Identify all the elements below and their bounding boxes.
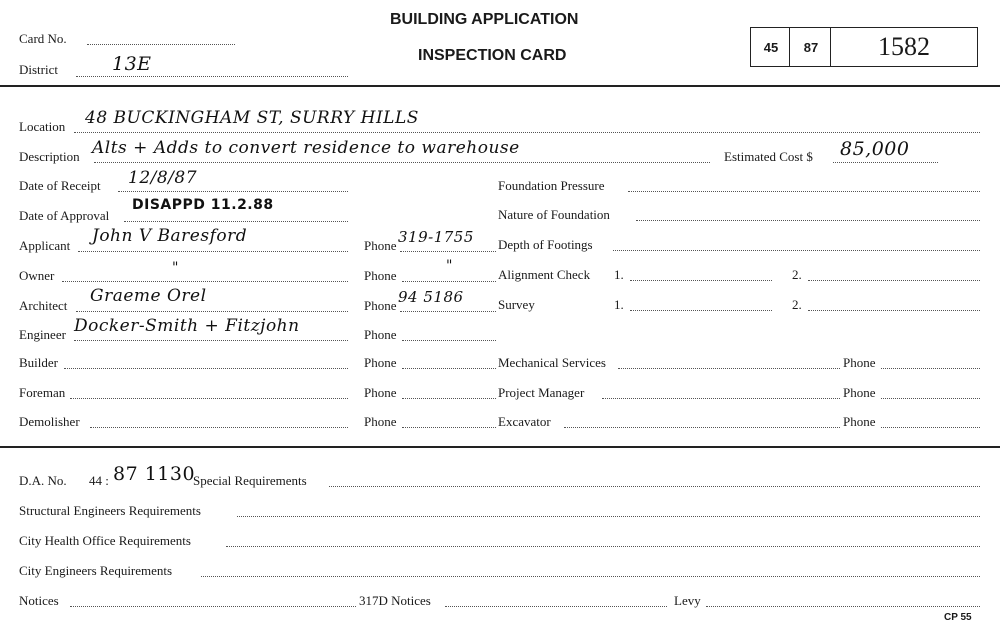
owner-value: " <box>172 260 179 276</box>
architect-phone-field[interactable] <box>400 311 496 312</box>
engineer-phone-field[interactable] <box>402 340 496 341</box>
card-box-1-value: 45 <box>763 39 779 55</box>
project-manager-field[interactable] <box>602 398 840 399</box>
foundation-pressure-label: Foundation Pressure <box>498 178 605 193</box>
alignment-check-label: Alignment Check <box>498 267 591 282</box>
date-of-receipt-label: Date of Receipt <box>19 178 101 193</box>
card-box-3 <box>830 27 978 67</box>
health-office-requirements-field[interactable] <box>226 546 980 547</box>
builder-phone-field[interactable] <box>402 368 496 369</box>
builder-label: Builder <box>19 355 58 370</box>
architect-field[interactable] <box>76 311 348 312</box>
levy-label: Levy <box>674 593 701 608</box>
levy-field[interactable] <box>706 606 980 607</box>
estimated-cost-field[interactable] <box>833 162 938 163</box>
alignment-check-field-1[interactable] <box>630 280 772 281</box>
builder-phone-label: Phone <box>364 355 397 370</box>
card-box-1 <box>750 27 792 67</box>
applicant-phone-label: Phone <box>364 238 397 253</box>
architect-phone-label: Phone <box>364 298 397 313</box>
architect-value: Graeme Orel <box>90 286 207 306</box>
foundation-pressure-field[interactable] <box>628 191 980 192</box>
card-no-label: Card No. <box>19 31 67 46</box>
foreman-phone-label: Phone <box>364 385 397 400</box>
title-line-1: BUILDING APPLICATION <box>390 11 579 28</box>
applicant-field[interactable] <box>78 251 348 252</box>
nature-of-foundation-label: Nature of Foundation <box>498 207 610 222</box>
header-divider <box>0 85 1000 87</box>
date-of-receipt-field[interactable] <box>118 191 348 192</box>
owner-phone-label: Phone <box>364 268 397 283</box>
description-label: Description <box>19 149 80 164</box>
demolisher-phone-label: Phone <box>364 414 397 429</box>
depth-of-footings-field[interactable] <box>613 250 980 251</box>
location-field[interactable] <box>74 132 980 133</box>
city-engineers-requirements-field[interactable] <box>201 576 980 577</box>
notices-field[interactable] <box>70 606 356 607</box>
notices-label: Notices <box>19 593 59 608</box>
foreman-phone-field[interactable] <box>402 398 496 399</box>
depth-of-footings-label: Depth of Footings <box>498 237 593 252</box>
architect-label: Architect <box>19 298 68 313</box>
structural-requirements-field[interactable] <box>237 516 980 517</box>
foreman-field[interactable] <box>70 398 348 399</box>
card-box-2-value: 87 <box>803 39 819 55</box>
foreman-label: Foreman <box>19 385 66 400</box>
estimated-cost-value: 85,000 <box>840 138 910 160</box>
da-no-label: D.A. No. <box>19 473 67 488</box>
applicant-phone-value: 319-1755 <box>398 228 474 246</box>
mechanical-phone-label: Phone <box>843 355 876 370</box>
survey-num-2: 2. <box>792 297 802 312</box>
section-divider <box>0 446 1000 448</box>
engineer-phone-label: Phone <box>364 327 397 342</box>
applicant-phone-field[interactable] <box>400 251 496 252</box>
title-line-2: INSPECTION CARD <box>418 47 567 64</box>
owner-phone-value: " <box>446 258 453 274</box>
owner-phone-field[interactable] <box>402 281 496 282</box>
card-no-field[interactable] <box>87 44 235 45</box>
special-requirements-field[interactable] <box>329 486 980 487</box>
district-field[interactable] <box>76 76 348 77</box>
special-requirements-label: Special Requirements <box>193 473 307 488</box>
engineer-field[interactable] <box>74 340 348 341</box>
alignment-check-num-2: 2. <box>792 267 802 282</box>
owner-label: Owner <box>19 268 55 283</box>
date-of-approval-label: Date of Approval <box>19 208 110 223</box>
excavator-field[interactable] <box>564 427 840 428</box>
excavator-phone-field[interactable] <box>881 427 980 428</box>
engineer-value: Docker-Smith + Fitzjohn <box>74 316 300 336</box>
district-value: 13E <box>112 53 152 75</box>
da-number-value: 87 1130 <box>113 463 196 485</box>
survey-field-2[interactable] <box>808 310 980 311</box>
description-value: Alts + Adds to convert residence to warehouse <box>92 138 520 158</box>
project-manager-phone-field[interactable] <box>881 398 980 399</box>
mechanical-services-field[interactable] <box>618 368 840 369</box>
project-manager-label: Project Manager <box>498 385 585 400</box>
district-label: District <box>19 62 58 77</box>
project-manager-phone-label: Phone <box>843 385 876 400</box>
survey-num-1: 1. <box>614 297 624 312</box>
engineer-label: Engineer <box>19 327 66 342</box>
architect-phone-value: 94 5186 <box>398 288 464 306</box>
card-box-2 <box>789 27 833 67</box>
excavator-label: Excavator <box>498 414 551 429</box>
mechanical-phone-field[interactable] <box>881 368 980 369</box>
demolisher-field[interactable] <box>90 427 348 428</box>
structural-requirements-label: Structural Engineers Requirements <box>19 503 201 518</box>
nature-of-foundation-field[interactable] <box>636 220 980 221</box>
form-code: CP 55 <box>944 612 972 623</box>
builder-field[interactable] <box>64 368 348 369</box>
mechanical-services-label: Mechanical Services <box>498 355 606 370</box>
demolisher-label: Demolisher <box>19 414 80 429</box>
location-value: 48 BUCKINGHAM ST, SURRY HILLS <box>85 108 419 128</box>
demolisher-phone-field[interactable] <box>402 427 496 428</box>
location-label: Location <box>19 119 66 134</box>
da-prefix: 44 : <box>89 473 109 488</box>
survey-label: Survey <box>498 297 535 312</box>
description-field[interactable] <box>94 162 710 163</box>
date-of-receipt-value: 12/8/87 <box>128 168 198 188</box>
notices-317d-field[interactable] <box>445 606 667 607</box>
date-of-approval-value: DISAPPD 11.2.88 <box>132 197 274 213</box>
applicant-label: Applicant <box>19 238 71 253</box>
alignment-check-field-2[interactable] <box>808 280 980 281</box>
card-number: 1582 <box>878 32 930 61</box>
owner-field[interactable] <box>62 281 348 282</box>
alignment-check-num-1: 1. <box>614 267 624 282</box>
excavator-phone-label: Phone <box>843 414 876 429</box>
estimated-cost-label: Estimated Cost $ <box>724 149 813 164</box>
health-office-requirements-label: City Health Office Requirements <box>19 533 191 548</box>
applicant-value: John V Baresford <box>92 226 248 246</box>
notices-317d-label: 317D Notices <box>359 593 431 608</box>
city-engineers-requirements-label: City Engineers Requirements <box>19 563 173 578</box>
survey-field-1[interactable] <box>630 310 772 311</box>
date-of-approval-field[interactable] <box>124 221 348 222</box>
